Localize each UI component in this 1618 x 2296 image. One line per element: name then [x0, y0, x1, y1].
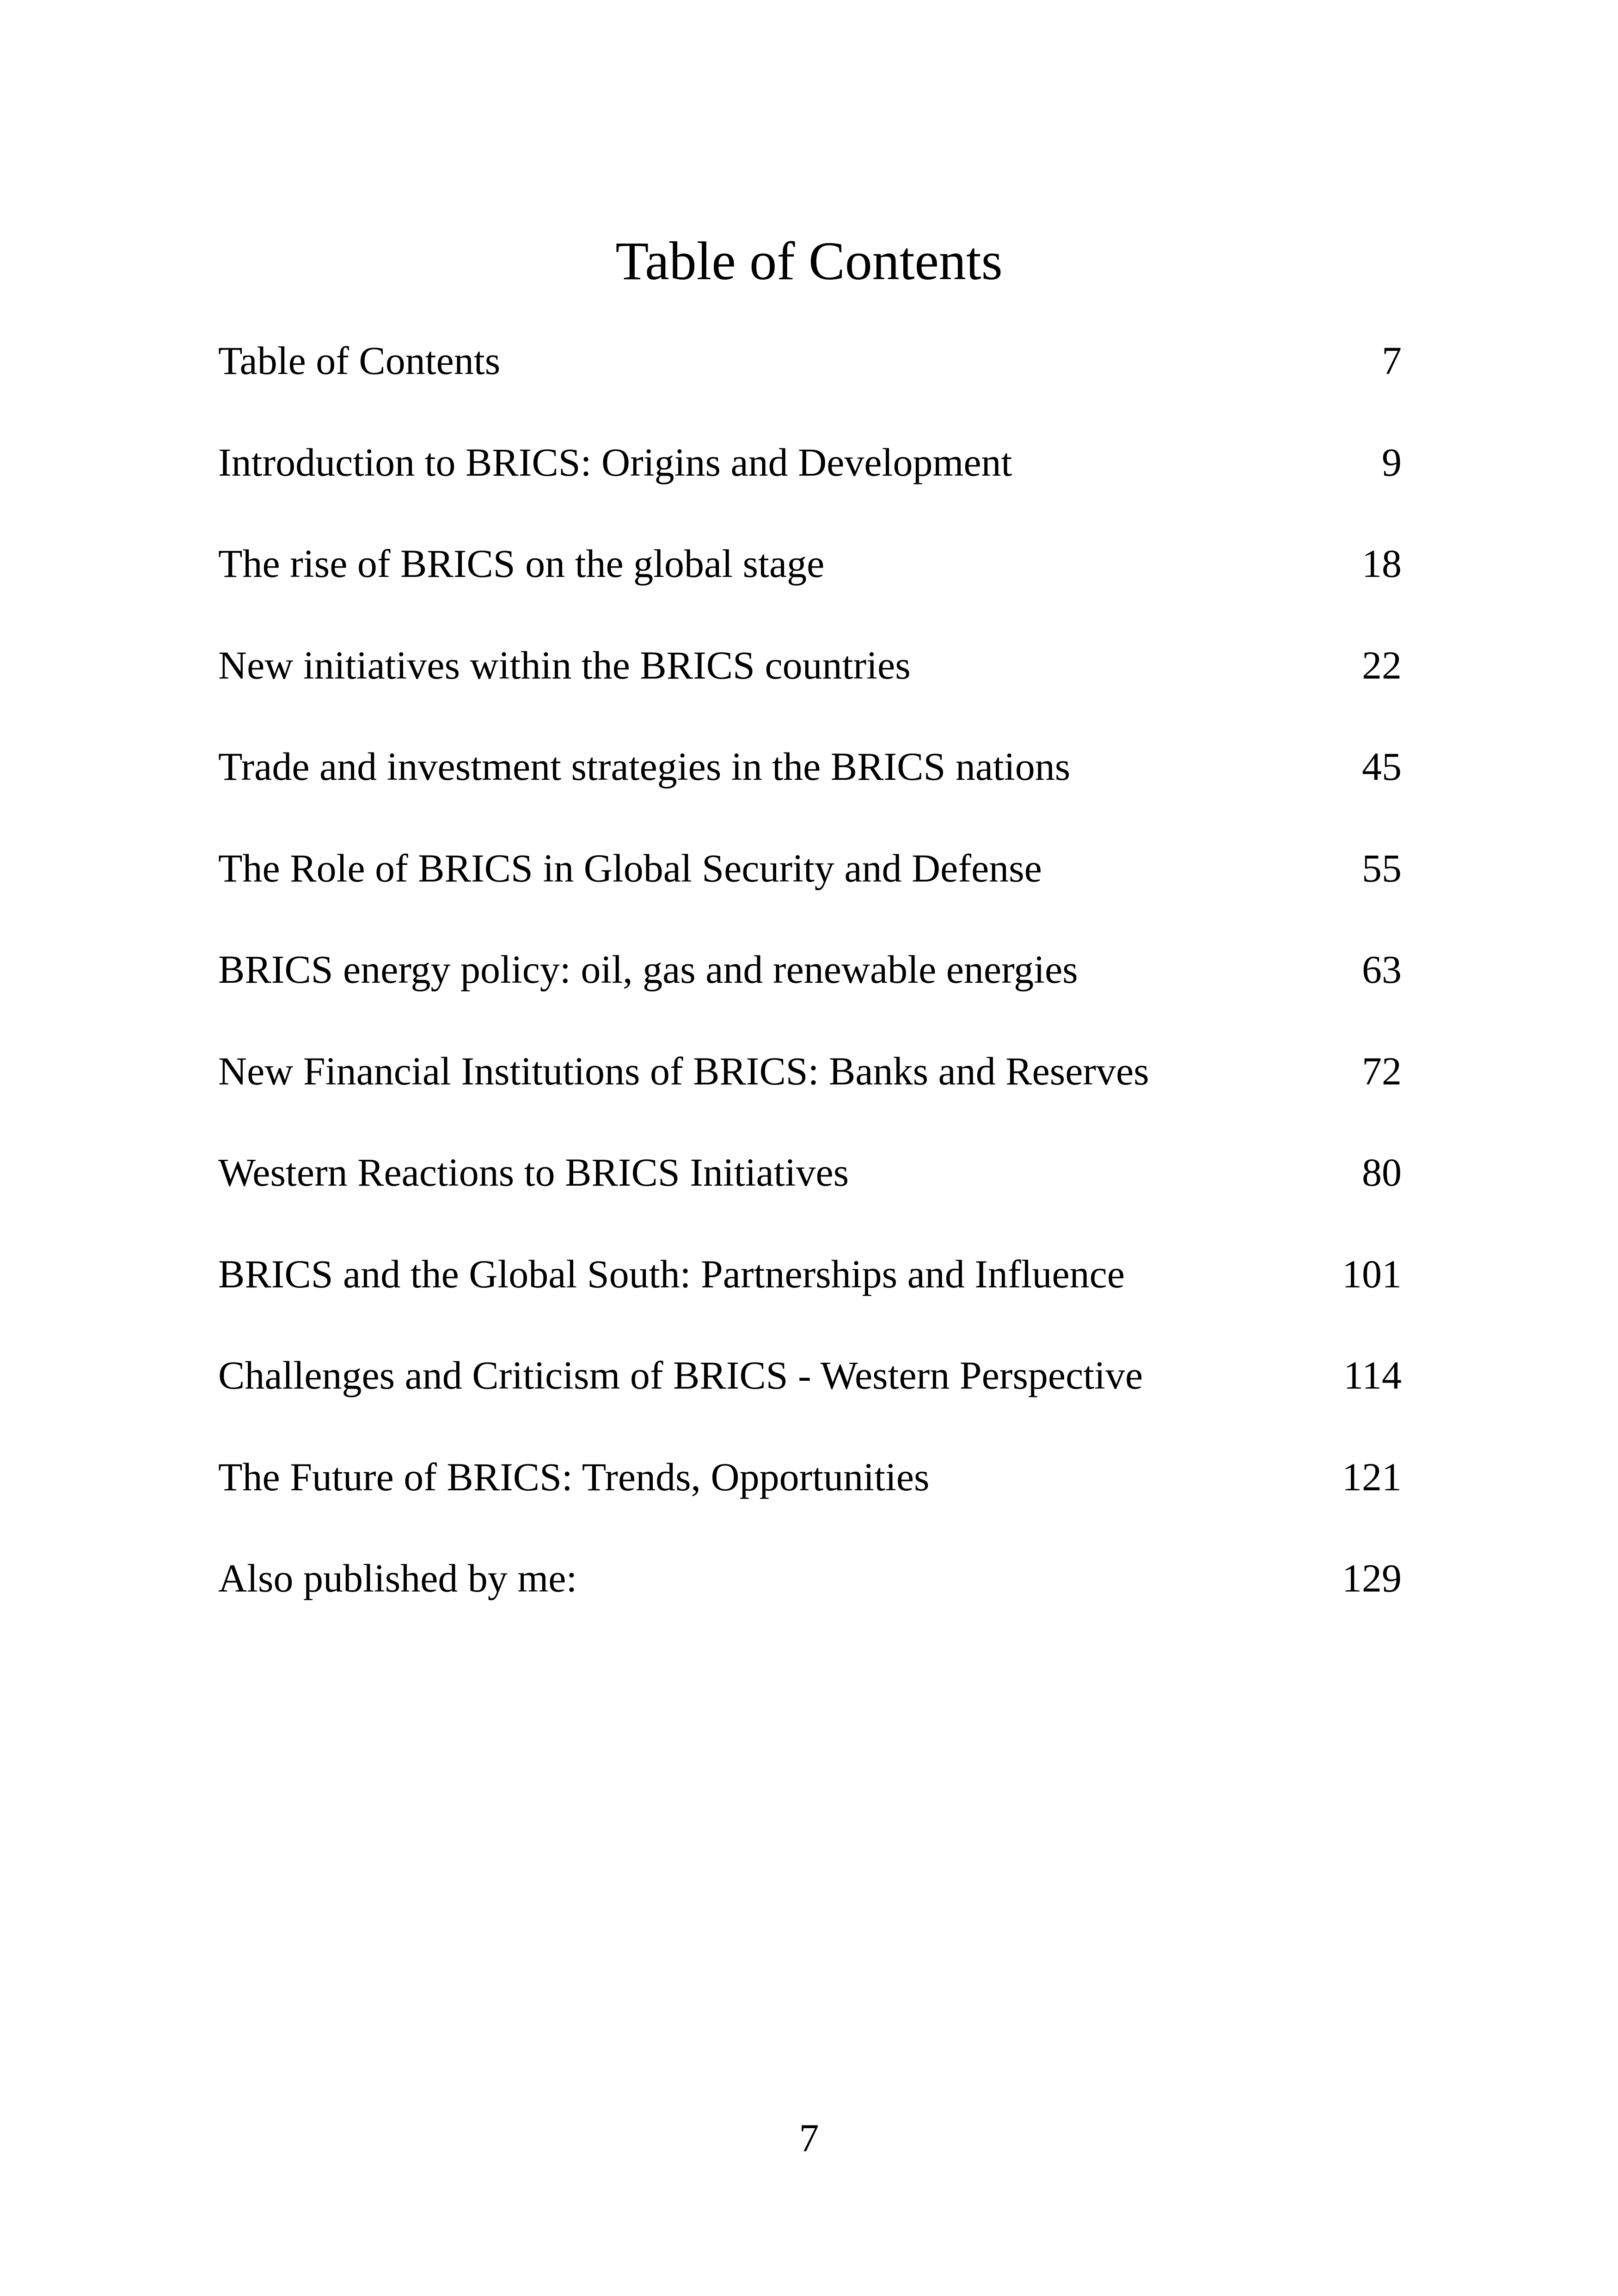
toc-entry[interactable] [218, 937, 1402, 1039]
toc-entry-page: 55 [1362, 845, 1402, 890]
toc-entry-page: 129 [1342, 1556, 1402, 1600]
toc-entry-title: BRICS and the Global South: Partnerships and Influence [218, 1251, 1125, 1296]
toc-entry-title: Western Reactions to BRICS Initiatives [218, 1150, 849, 1194]
toc-entry[interactable] [218, 633, 1402, 735]
toc-entry-page: 9 [1382, 440, 1402, 484]
toc-entry[interactable] [218, 1039, 1402, 1140]
toc-entry-title: The rise of BRICS on the global stage [218, 541, 825, 586]
toc-entry[interactable] [218, 1242, 1402, 1343]
toc-entry-page: 63 [1362, 947, 1402, 992]
toc-entry-page: 80 [1362, 1150, 1402, 1194]
toc-entry-title: The Future of BRICS: Trends, Opportunities [218, 1454, 930, 1499]
page-number: 7 [799, 2116, 819, 2160]
toc-entry-page: 45 [1362, 744, 1402, 789]
toc-entry[interactable] [218, 1445, 1402, 1546]
toc-entry-page: 7 [1382, 338, 1402, 383]
toc-entry[interactable] [218, 1140, 1402, 1242]
toc-entry-title: Trade and investment strategies in the BRICS nations [218, 744, 1071, 789]
toc-entry[interactable] [218, 836, 1402, 937]
toc-entry-page: 101 [1342, 1251, 1402, 1296]
toc-entry-title: Table of Contents [218, 338, 501, 383]
toc-entry[interactable] [218, 1546, 1402, 1647]
toc-list [218, 328, 1402, 1647]
toc-entry-title: The Role of BRICS in Global Security and Defense [218, 845, 1042, 890]
toc-entry-title: New initiatives within the BRICS countries [218, 643, 911, 687]
toc-entry[interactable] [218, 430, 1402, 532]
toc-entry[interactable] [218, 734, 1402, 836]
toc-entry-title: New Financial Institutions of BRICS: Banks and Reserves [218, 1048, 1149, 1093]
toc-entry-title: Introduction to BRICS: Origins and Development [218, 440, 1012, 484]
toc-entry-page: 121 [1342, 1454, 1402, 1499]
toc-entry-title: Also published by me: [218, 1556, 577, 1600]
toc-entry-title: Challenges and Criticism of BRICS - Western Perspective [218, 1353, 1143, 1397]
toc-entry-page: 22 [1362, 643, 1402, 687]
page-title: Table of Contents [615, 231, 1003, 291]
toc-entry[interactable] [218, 1343, 1402, 1445]
toc-entry-page: 18 [1362, 541, 1402, 586]
toc-entry-page: 72 [1362, 1048, 1402, 1093]
toc-entry-page: 114 [1343, 1353, 1402, 1397]
toc-entry[interactable] [218, 328, 1402, 430]
toc-entry[interactable] [218, 531, 1402, 633]
toc-entry-title: BRICS energy policy: oil, gas and renewable energies [218, 947, 1078, 992]
